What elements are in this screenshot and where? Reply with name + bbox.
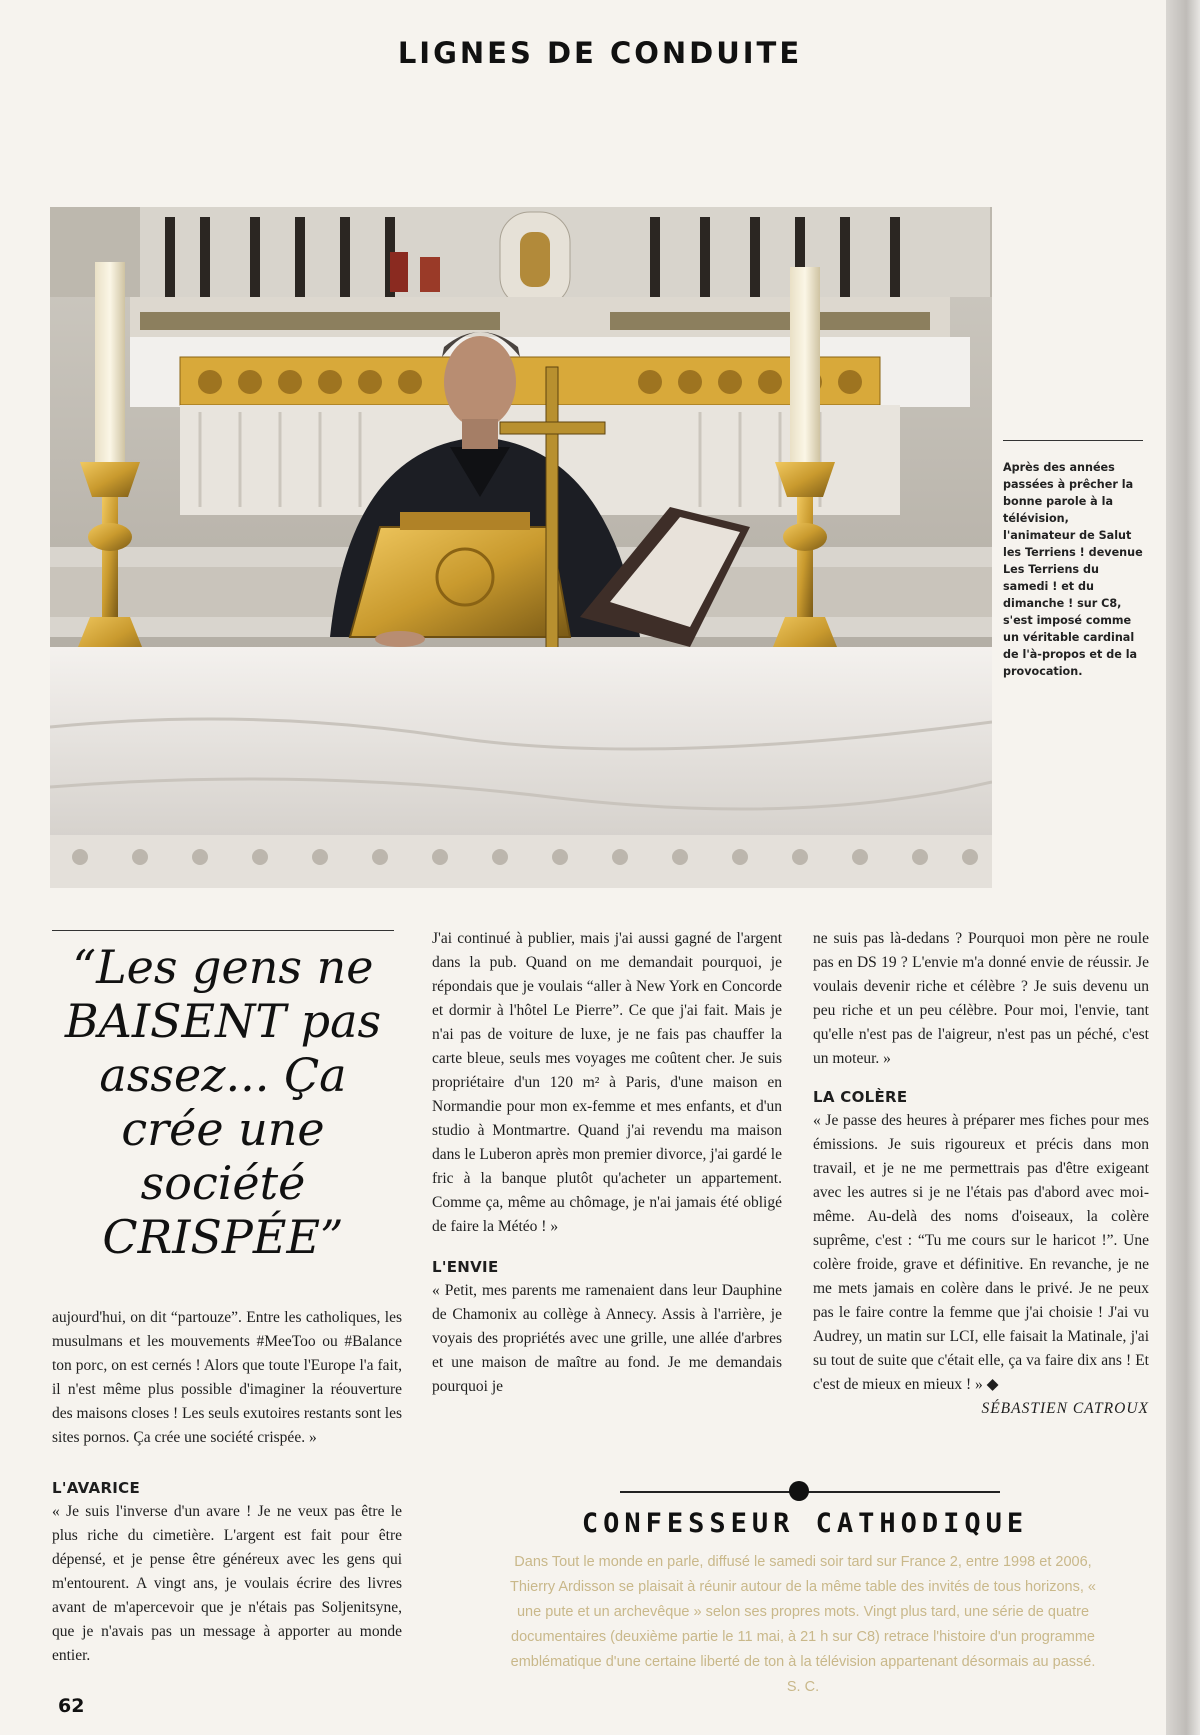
- subheading-colere: LA COLÈRE: [813, 1088, 908, 1106]
- paragraph: « Je passe des heures à préparer mes fiches pour mes émissions. Je suis rigoureux et précis dans mon travail, et je ne me permettrais pas d'être exigeant avec les autres si je ne l'étais pas d'abord avec moi-même. Au-delà des noms d'oiseaux, la colère suprême, c'est : “Tu me cours sur le haricot !”. Une colère froide, grave et définitive. En revanche, je ne me mets jamais en colère dans le privé. Je ne peux pas le faire contre la femme que j'ai choisie ! J'ai vu Audrey, un matin sur LCI, elle faisait la Matinale, j'ai su tout de suite que c'était elle, ça va faire dix ans ! Et c'est de mieux en mieux ! » ◆: [813, 1112, 1149, 1393]
- box-title: CONFESSEUR CATHODIQUE: [581, 1508, 1029, 1539]
- altar-illustration: [50, 207, 992, 888]
- photo-caption: Après des années passées à prêcher la bonne parole à la télévision, l'animateur de Salut les Terriens ! devenue Les Terriens du samedi ! et du dimanche ! sur C8, s'est imposé comme un véritable cardinal de l'à-propos et de la provocation.: [1003, 440, 1143, 680]
- section-title: LIGNES DE CONDUITE: [397, 36, 803, 70]
- paragraph: J'ai continué à publier, mais j'ai aussi gagné de l'argent dans la pub. Quand on me demandait pourquoi, je répondais que je voulais “aller à New York en Concorde et dormir à l'hôtel Le Pierre”. Ce que j'ai fait. Mais je n'ai pas de voiture de luxe, je ne fais pas chauffer la carte bleue, seuls mes voyages me coûtent cher. Je suis propriétaire d'un 120 m² à Paris, d'une maison en Normandie pour mon ex-femme et mes enfants, et d'un studio à Montmartre. Quand j'ai revendu ma maison dans le Luberon après mon premier divorce, j'ai gardé le fric à la banque plutôt qu'acheter un appartement. Comme ça, même au chômage, je n'ai jamais été obligé de faire la Météo ! »: [432, 930, 782, 1235]
- box-text: Dans Tout le monde en parle, diffusé le samedi soir tard sur France 2, entre 1998 et 2006, Thierry Ardisson se plaisait à réunir autour de la même table des invités de tous horizons, « une pute et un archevêque » selon ses propres mots. Vingt plus tard, une série de quatre documentaires (deuxième partie le 11 mai, à 21 h sur C8) retrace l'histoire d'un programme emblématique d'une certaine liberté de ton à la télévision appartenant désormais au passé. S. C.: [510, 1554, 1096, 1695]
- pull-quote: “Les gens ne BAISENT pas assez... Ça crée une société CRISPÉE”: [64, 940, 382, 1264]
- page-number: 62: [58, 1695, 85, 1717]
- author-signature: SÉBASTIEN CATROUX: [981, 1400, 1149, 1417]
- subheading-avarice: L'AVARICE: [52, 1479, 141, 1497]
- paragraph: aujourd'hui, on dit “partouze”. Entre les catholiques, les musulmans et les mouvements #MeeToo ou #Balance ton porc, on est cernés ! Alors que toute l'Europe l'a fait, il n'est même plus possible d'imaginer la réouverture des maisons closes ! Les seuls exutoires restants sont les sites pornos. Ça crée une société crispée. »: [52, 1309, 402, 1446]
- quote-rule: [52, 930, 394, 931]
- paragraph: « Je suis l'inverse d'un avare ! Je ne veux pas être le plus riche du cimetière. L'argent est fait pour être dépensé, et je pense être généreux avec les gens qui m'entourent. A vingt ans, je voulais écrire des livres avant de m'apercevoir que je n'étais pas Soljenitsyne, que je n'avais pas un message à apporter au monde entier.: [52, 1503, 402, 1664]
- column-3: [813, 927, 1149, 1421]
- paragraph: ne suis pas là-dedans ? Pourquoi mon père ne roule pas en DS 19 ? L'envie m'a donné envie de réussir. Je voulais devenir riche et célèbre ? Je suis devenu un peu riche et un peu célèbre. Pour moi, l'envie, tant qu'elle n'est pas de l'aigreur, n'est pas un péché, c'est un moteur. »: [813, 930, 1149, 1067]
- column-2: [432, 927, 782, 1399]
- subheading-envie: L'ENVIE: [432, 1258, 499, 1276]
- box-bullet: [789, 1481, 809, 1501]
- altar-cloth: [50, 647, 992, 888]
- page-binding-edge: [1166, 0, 1200, 1735]
- gold-reliquary: [350, 512, 570, 637]
- article-photo: [50, 207, 992, 888]
- paragraph: « Petit, mes parents me ramenaient dans leur Dauphine de Chamonix au collège à Annecy. Assis à l'arrière, je voyais des propriétés avec une grille, une allée d'arbres et une maison de maître au fond. Je me demandais pourquoi je: [432, 1282, 782, 1395]
- column-1: [52, 1306, 402, 1668]
- box-rule: [620, 1491, 1000, 1493]
